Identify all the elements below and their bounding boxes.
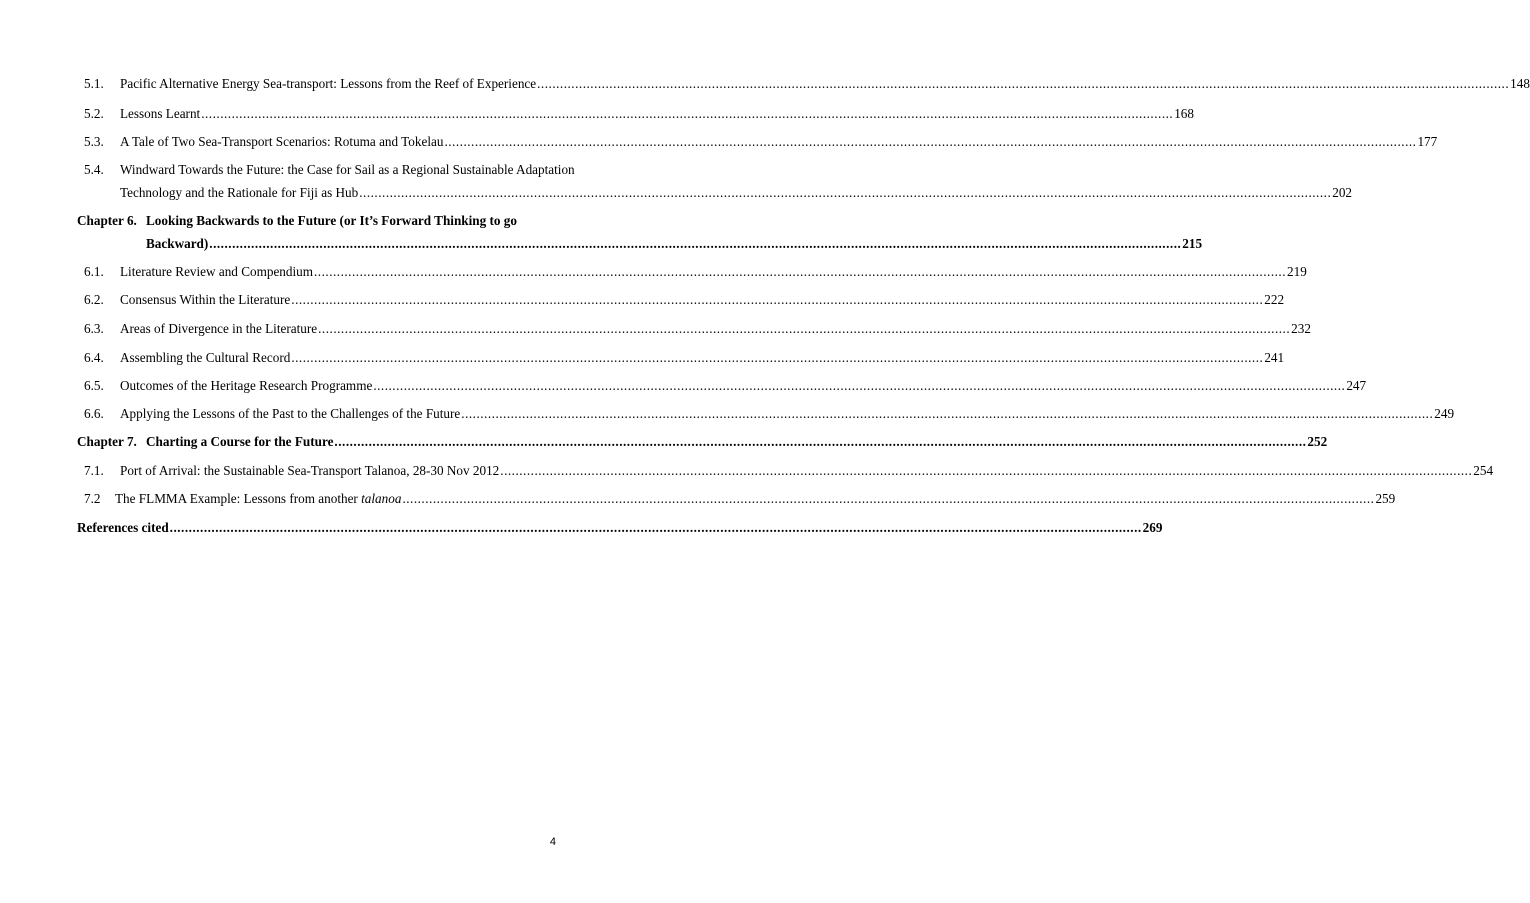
entry-page: 219: [1287, 264, 1307, 279]
toc-entry-6-4[interactable]: [84, 350, 1285, 366]
references-title: References cited: [77, 520, 169, 535]
entry-page: 222: [1264, 292, 1285, 307]
entry-page: 177: [1417, 134, 1438, 149]
entry-number: 5.4.: [84, 162, 104, 177]
toc-entry-5-1[interactable]: [84, 76, 1530, 92]
entry-number: 6.6.: [84, 406, 104, 421]
leader-dots: [334, 434, 1306, 450]
leader-dots: [201, 106, 1173, 122]
toc-entry-6-2[interactable]: [84, 292, 1285, 308]
leader-dots: [373, 378, 1345, 394]
entry-title: Outcomes of the Heritage Research Programme: [120, 378, 373, 393]
leader-dots: [461, 406, 1433, 422]
toc-entry-5-2[interactable]: [84, 106, 1194, 122]
entry-title: A Tale of Two Sea-Transport Scenarios: Rotuma and Tokelau: [120, 134, 444, 149]
toc-entry-6-3[interactable]: [84, 321, 1311, 337]
page-number: 4: [549, 836, 556, 848]
leader-dots: [359, 185, 1331, 201]
leader-dots: [318, 321, 1290, 337]
leader-dots: [170, 520, 1142, 536]
toc-chapter-6[interactable]: [77, 213, 560, 229]
entry-page: 259: [1375, 491, 1396, 506]
chapter-title-cont: Backward): [146, 236, 209, 251]
entry-title: Pacific Alternative Energy Sea-transport: Lessons from the Reef of Experience: [120, 76, 537, 91]
entry-title: Applying the Lessons of the Past to the Challenges of the Future: [120, 406, 461, 421]
entry-page: 269: [1142, 520, 1163, 535]
entry-page: 215: [1182, 236, 1203, 251]
entry-number: 6.3.: [84, 321, 104, 336]
entry-title: Lessons Learnt: [120, 106, 201, 121]
leader-dots: [291, 350, 1263, 366]
entry-number: 5.2.: [84, 106, 104, 121]
leader-dots: [291, 292, 1263, 308]
toc-references[interactable]: [77, 520, 1163, 536]
chapter-number: Chapter 6.: [77, 213, 137, 228]
entry-number: 5.1.: [84, 76, 104, 91]
leader-dots: [537, 76, 1509, 92]
entry-page: 254: [1473, 463, 1494, 478]
chapter-title: Charting a Course for the Future: [146, 434, 334, 449]
entry-title: Consensus Within the Literature: [120, 292, 291, 307]
entry-title-emphasis: talanoa: [361, 491, 402, 506]
entry-title: Port of Arrival: the Sustainable Sea-Transport Talanoa, 28-30 Nov 2012: [120, 463, 500, 478]
entry-title: Assembling the Cultural Record: [120, 350, 291, 365]
toc-entry-7-1[interactable]: [84, 463, 1494, 479]
toc-chapter-6-cont[interactable]: [146, 236, 1203, 252]
entry-page: 247: [1346, 378, 1367, 393]
toc-entry-6-1[interactable]: [84, 264, 1307, 280]
entry-page: 249: [1434, 406, 1455, 421]
entry-title-text: The FLMMA Example: Lessons from another: [115, 491, 362, 506]
entry-number: 6.4.: [84, 350, 104, 365]
entry-page: 168: [1174, 106, 1194, 121]
entry-number: 6.2.: [84, 292, 104, 307]
entry-number: 6.1.: [84, 264, 104, 279]
leader-dots: [314, 264, 1286, 280]
entry-title: Areas of Divergence in the Literature: [120, 321, 318, 336]
toc-entry-5-4-cont[interactable]: [120, 185, 1353, 201]
entry-page: 252: [1307, 434, 1328, 449]
entry-number: 5.3.: [84, 134, 104, 149]
entry-number: 7.2: [84, 491, 101, 506]
toc-entry-6-5[interactable]: [84, 378, 1367, 394]
entry-page: 241: [1264, 350, 1285, 365]
toc-chapter-7[interactable]: [77, 434, 1328, 450]
toc-entry-5-4[interactable]: [84, 162, 575, 178]
entry-number: 6.5.: [84, 378, 104, 393]
entry-page: 232: [1291, 321, 1311, 336]
toc-entry-6-6[interactable]: [84, 406, 1455, 422]
leader-dots: [402, 491, 1374, 507]
leader-dots: [444, 134, 1416, 150]
entry-title: [115, 491, 401, 507]
entry-page: 148: [1510, 76, 1530, 91]
chapter-title: Looking Backwards to the Future (or It’s Forward Thinking to go: [146, 213, 517, 228]
toc-entry-5-3[interactable]: [84, 134, 1438, 150]
toc-entry-7-2[interactable]: [84, 491, 1396, 507]
entry-title: Windward Towards the Future: the Case for Sail as a Regional Sustainable Adaptation: [120, 162, 575, 177]
entry-number: 7.1.: [84, 463, 104, 478]
leader-dots: [209, 236, 1181, 252]
entry-title-cont: Technology and the Rationale for Fiji as Hub: [120, 185, 359, 200]
leader-dots: [500, 463, 1472, 479]
entry-page: 202: [1332, 185, 1353, 200]
chapter-number: Chapter 7.: [77, 434, 137, 449]
entry-title: Literature Review and Compendium: [120, 264, 313, 279]
